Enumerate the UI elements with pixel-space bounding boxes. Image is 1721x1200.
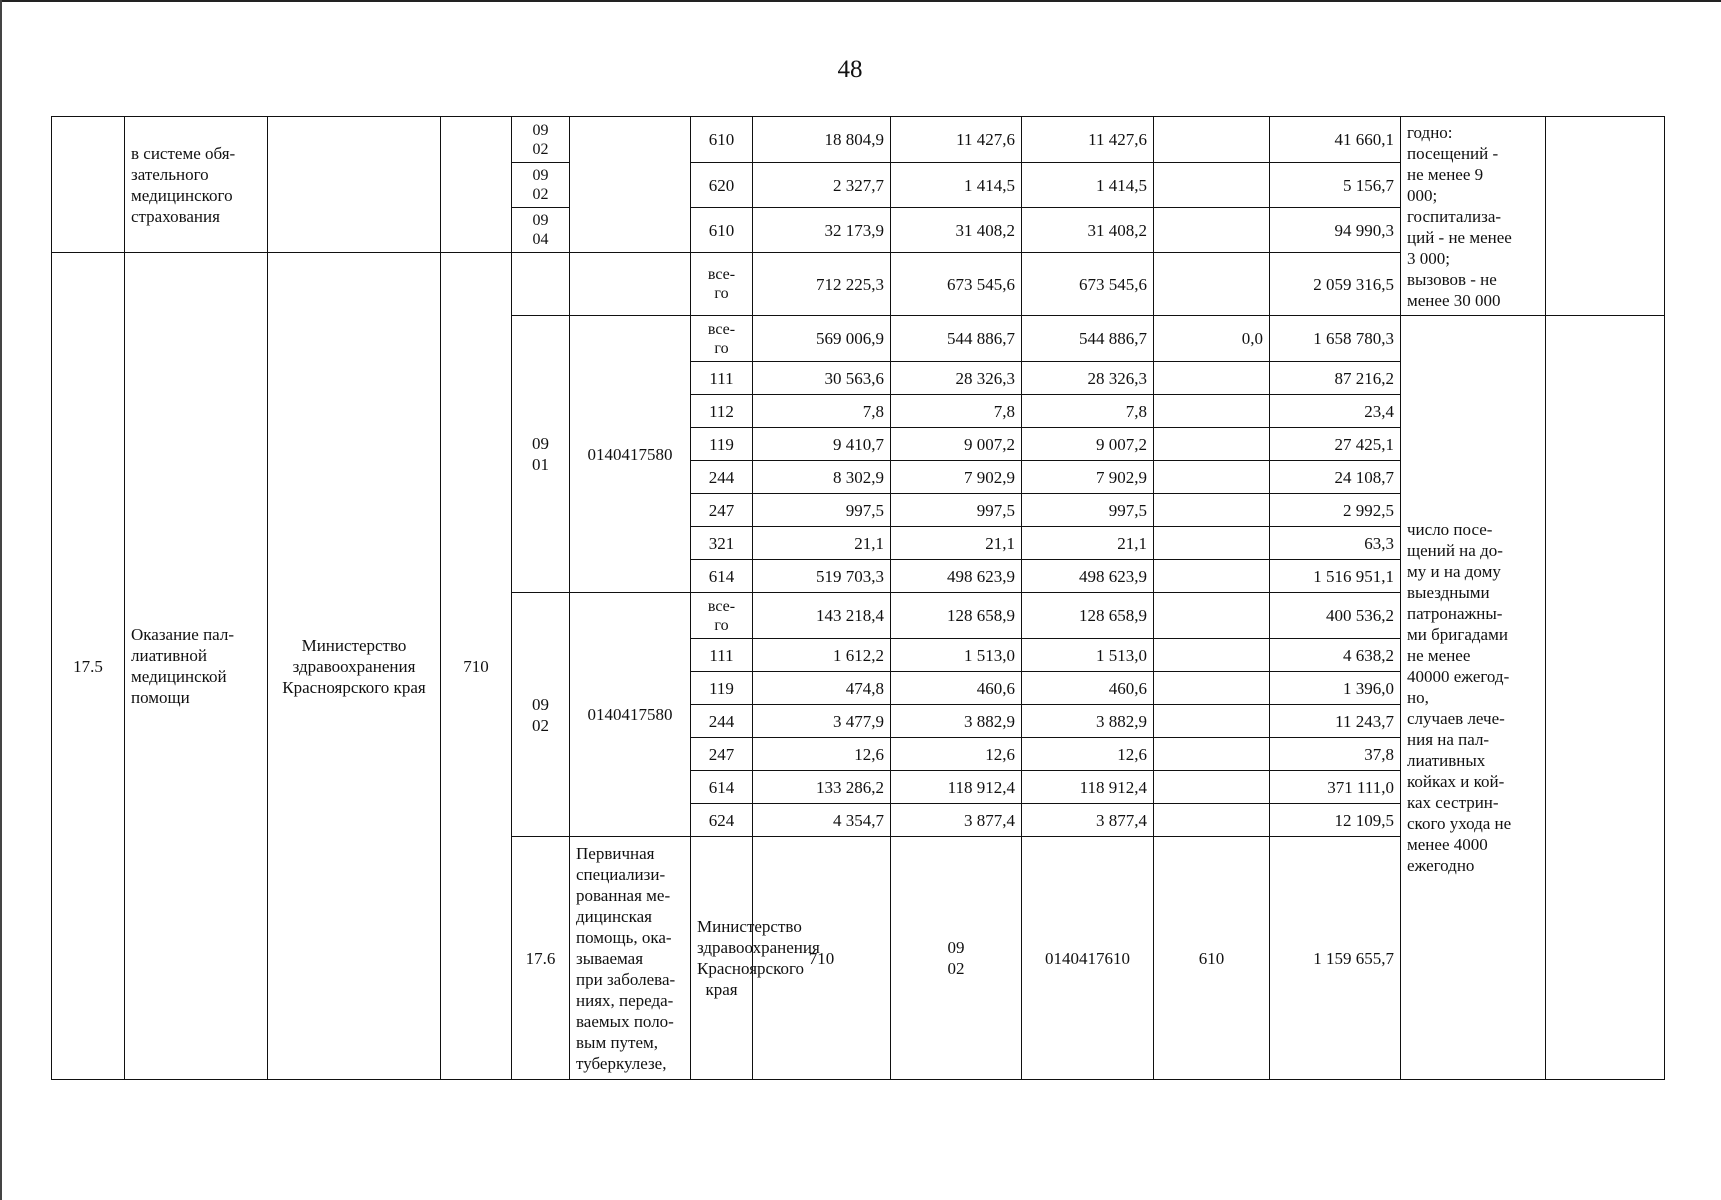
vr-code: 614: [691, 771, 753, 804]
vr-code: 244: [691, 461, 753, 494]
value-cell: 997,5: [891, 494, 1022, 527]
value-cell: 133 286,2: [753, 771, 891, 804]
value-cell: 3 477,9: [753, 705, 891, 738]
total-cell: 1 516 951,1: [1270, 560, 1401, 593]
total-cell: 41 660,1: [1270, 117, 1401, 163]
vr-code: 624: [691, 804, 753, 837]
vr-code: 119: [691, 428, 753, 461]
result-text: число посе- щений на до- му и на дому выездными патронажны- ми бригадами не менее 40000 ежегод- но, случаев лече- ния на пал- лиативных койках и кой- ках сестрин- ского ухода не менее 4000 ежегодно: [1401, 316, 1546, 1080]
value-cell: 3 877,4: [891, 804, 1022, 837]
value-cell: [1154, 163, 1270, 208]
grbs-code: 710: [441, 253, 512, 1080]
total-cell: 94 990,3: [1270, 208, 1401, 253]
value-cell: 9 410,7: [753, 428, 891, 461]
empty-cell: [1546, 316, 1665, 1080]
value-cell: [1154, 639, 1270, 672]
vr-code: 610: [691, 208, 753, 253]
total-cell: 27 425,1: [1270, 428, 1401, 461]
value-cell: 3 882,9: [1022, 705, 1154, 738]
value-cell: 997,5: [753, 494, 891, 527]
total-cell: 2 992,5: [1270, 494, 1401, 527]
vr-total-label: все- го: [691, 253, 753, 316]
value-cell: 1 513,0: [1022, 639, 1154, 672]
page-border-top: [0, 0, 1721, 2]
value-cell: [1154, 527, 1270, 560]
table-row: [52, 117, 1665, 163]
value-cell: 1 612,2: [753, 639, 891, 672]
value-cell: [1154, 705, 1270, 738]
value-cell: 673 545,6: [891, 253, 1022, 316]
value-cell: 9 007,2: [891, 428, 1022, 461]
value-cell: 0,0: [1154, 316, 1270, 362]
value-cell: 18 804,9: [753, 117, 891, 163]
vr-code: 247: [691, 738, 753, 771]
total-cell: 1 396,0: [1270, 672, 1401, 705]
value-cell: [1154, 117, 1270, 163]
total-cell: 1 658 780,3: [1270, 316, 1401, 362]
total-cell: 37,8: [1270, 738, 1401, 771]
total-cell: 24 108,7: [1270, 461, 1401, 494]
value-cell: 544 886,7: [1022, 316, 1154, 362]
cont-item-name: в системе обя- зательного медицинского страхования: [125, 117, 268, 253]
value-cell: [1154, 738, 1270, 771]
value-cell: 3 882,9: [891, 705, 1022, 738]
value-cell: 997,5: [1022, 494, 1154, 527]
value-cell: 28 326,3: [891, 362, 1022, 395]
value-cell: [1154, 494, 1270, 527]
value-cell: 8 302,9: [753, 461, 891, 494]
value-cell: 11 427,6: [891, 117, 1022, 163]
total-cell: 5 156,7: [1270, 163, 1401, 208]
empty-cell: [1546, 117, 1665, 316]
value-cell: 498 623,9: [1022, 560, 1154, 593]
value-cell: 519 703,3: [753, 560, 891, 593]
vr-code: 244: [691, 705, 753, 738]
value-cell: [1154, 208, 1270, 253]
value-cell: 12,6: [753, 738, 891, 771]
total-cell: 2 059 316,5: [1270, 253, 1401, 316]
page-number: 48: [837, 56, 863, 83]
value-cell: 118 912,4: [1022, 771, 1154, 804]
value-cell: 1 159 655,7: [1270, 837, 1401, 1080]
ministry-name: Министерство здравоохранения Красноярского края: [268, 253, 441, 1080]
grbs-code: 710: [753, 837, 891, 1080]
vr-code: 610: [1154, 837, 1270, 1080]
value-cell: 21,1: [1022, 527, 1154, 560]
value-cell: 21,1: [753, 527, 891, 560]
value-cell: 12,6: [1022, 738, 1154, 771]
vr-code: 614: [691, 560, 753, 593]
value-cell: 11 427,6: [1022, 117, 1154, 163]
total-cell: 63,3: [1270, 527, 1401, 560]
value-cell: [1154, 593, 1270, 639]
csr-code: 0140417610: [1022, 837, 1154, 1080]
vr-code: 247: [691, 494, 753, 527]
value-cell: [1154, 771, 1270, 804]
value-cell: 1 414,5: [891, 163, 1022, 208]
ministry-name: Министерство здравоохранения Красноярского края: [691, 837, 753, 1080]
value-cell: 460,6: [891, 672, 1022, 705]
cont-ministry-cell: [268, 117, 441, 253]
csr-code: 0140417580: [570, 593, 691, 837]
total-cell: 23,4: [1270, 395, 1401, 428]
section-code: 09 01: [512, 316, 570, 593]
value-cell: 569 006,9: [753, 316, 891, 362]
value-cell: [1154, 395, 1270, 428]
section-code: 09 02: [512, 117, 570, 163]
vr-total-label: все- го: [691, 593, 753, 639]
value-cell: 3 877,4: [1022, 804, 1154, 837]
value-cell: 7,8: [753, 395, 891, 428]
item-number: 17.6: [512, 837, 570, 1080]
value-cell: 31 408,2: [1022, 208, 1154, 253]
total-cell: 4 638,2: [1270, 639, 1401, 672]
vr-total-label: все- го: [691, 316, 753, 362]
value-cell: 7 902,9: [1022, 461, 1154, 494]
empty-cell: [570, 253, 691, 316]
value-cell: 1 513,0: [891, 639, 1022, 672]
total-cell: 87 216,2: [1270, 362, 1401, 395]
cont-num-cell: [52, 117, 125, 253]
value-cell: 143 218,4: [753, 593, 891, 639]
item-name: Оказание пал- лиативной медицинской помощи: [125, 253, 268, 1080]
value-cell: 118 912,4: [891, 771, 1022, 804]
value-cell: 7,8: [891, 395, 1022, 428]
vr-code: 620: [691, 163, 753, 208]
item-number: 17.5: [52, 253, 125, 1080]
cont-result-text: годно: посещений - не менее 9 000; госпитализа- ций - не менее 3 000; вызовов - не менее 30 000: [1401, 117, 1546, 316]
value-cell: [1154, 461, 1270, 494]
value-cell: 7,8: [1022, 395, 1154, 428]
value-cell: [1154, 362, 1270, 395]
page-border-left: [0, 0, 2, 1200]
cont-csr-cell: [570, 117, 691, 253]
value-cell: 544 886,7: [891, 316, 1022, 362]
value-cell: 21,1: [891, 527, 1022, 560]
value-cell: 12,6: [891, 738, 1022, 771]
total-cell: 400 536,2: [1270, 593, 1401, 639]
value-cell: 460,6: [1022, 672, 1154, 705]
vr-code: 119: [691, 672, 753, 705]
value-cell: 28 326,3: [1022, 362, 1154, 395]
value-cell: 9 007,2: [1022, 428, 1154, 461]
value-cell: 128 658,9: [891, 593, 1022, 639]
vr-code: 111: [691, 639, 753, 672]
value-cell: [1154, 804, 1270, 837]
value-cell: [1154, 253, 1270, 316]
value-cell: 498 623,9: [891, 560, 1022, 593]
vr-code: 112: [691, 395, 753, 428]
vr-code: 321: [691, 527, 753, 560]
section-code: 09 04: [512, 208, 570, 253]
section-code: 09 02: [891, 837, 1022, 1080]
empty-cell: [512, 253, 570, 316]
vr-code: 111: [691, 362, 753, 395]
total-cell: 11 243,7: [1270, 705, 1401, 738]
item-name: Первичная специализи- рованная ме- дицинская помощь, ока- зываемая при заболева- ниях, переда- ваемых поло- вым путем, туберкулезе,: [570, 837, 691, 1080]
value-cell: 2 327,7: [753, 163, 891, 208]
budget-table: [51, 116, 1665, 1080]
cont-grbs-cell: [441, 117, 512, 253]
value-cell: [1154, 560, 1270, 593]
section-code: 09 02: [512, 593, 570, 837]
value-cell: 32 173,9: [753, 208, 891, 253]
value-cell: 30 563,6: [753, 362, 891, 395]
value-cell: 474,8: [753, 672, 891, 705]
csr-code: 0140417580: [570, 316, 691, 593]
value-cell: 712 225,3: [753, 253, 891, 316]
section-code: 09 02: [512, 163, 570, 208]
value-cell: [1154, 428, 1270, 461]
value-cell: 128 658,9: [1022, 593, 1154, 639]
total-cell: 371 111,0: [1270, 771, 1401, 804]
value-cell: 31 408,2: [891, 208, 1022, 253]
value-cell: 673 545,6: [1022, 253, 1154, 316]
value-cell: 1 414,5: [1022, 163, 1154, 208]
total-cell: 12 109,5: [1270, 804, 1401, 837]
value-cell: [1154, 672, 1270, 705]
value-cell: 4 354,7: [753, 804, 891, 837]
vr-code: 610: [691, 117, 753, 163]
value-cell: 7 902,9: [891, 461, 1022, 494]
